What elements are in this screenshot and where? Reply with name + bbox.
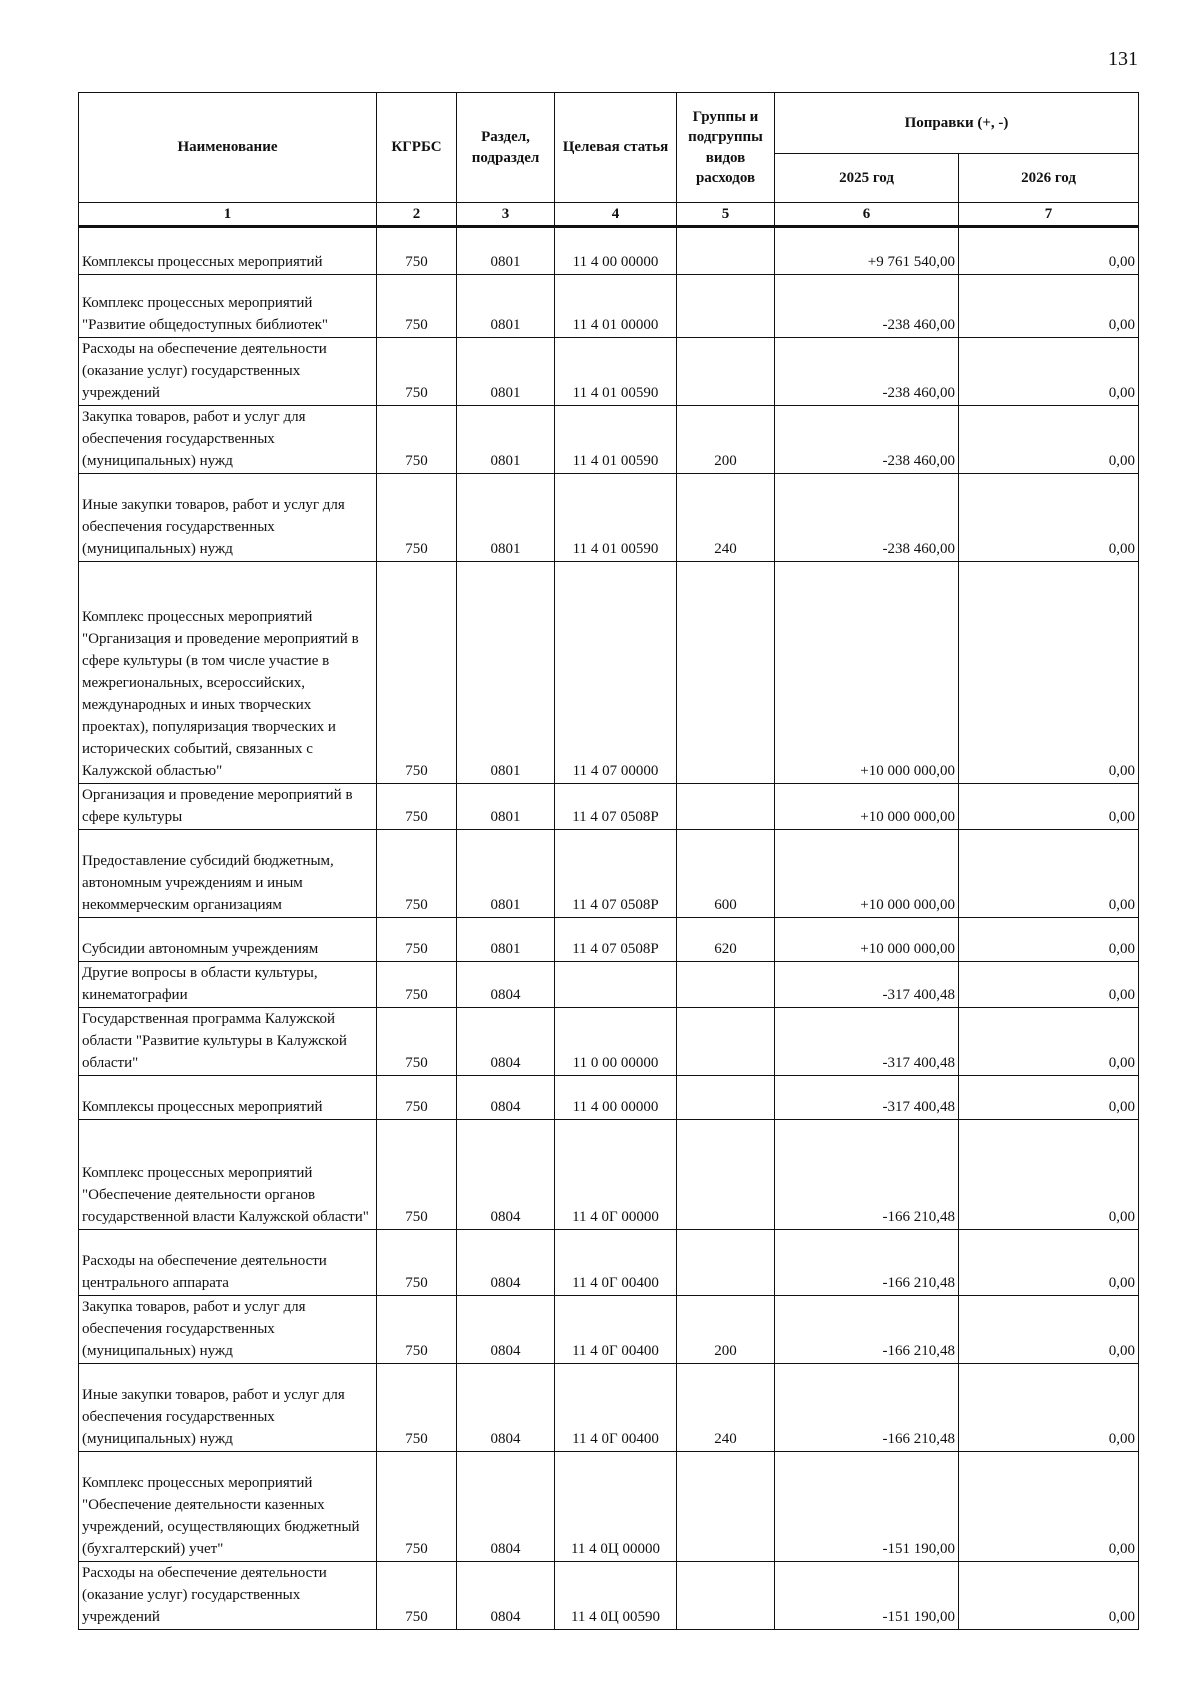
row-amount-2026: 0,00 <box>959 1562 1139 1630</box>
row-target: 11 4 01 00000 <box>555 275 677 338</box>
table-row <box>79 1452 1139 1562</box>
row-target: 11 4 0Г 00400 <box>555 1364 677 1452</box>
row-amount-2025: -166 210,48 <box>775 1120 959 1230</box>
row-kgrbs: 750 <box>377 227 457 275</box>
row-amount-2025: -238 460,00 <box>775 406 959 474</box>
row-name: Закупка товаров, работ и услуг для обеспечения государственных (муниципальных) нужд <box>79 1296 377 1364</box>
row-target: 11 4 07 0508Р <box>555 830 677 918</box>
table-row <box>79 338 1139 406</box>
row-amount-2026: 0,00 <box>959 227 1139 275</box>
row-amount-2026: 0,00 <box>959 962 1139 1008</box>
row-name: Иные закупки товаров, работ и услуг для обеспечения государственных (муниципальных) нужд <box>79 1364 377 1452</box>
row-kgrbs: 750 <box>377 784 457 830</box>
table-row <box>79 562 1139 784</box>
row-target: 11 4 0Ц 00000 <box>555 1452 677 1562</box>
column-number: 6 <box>775 203 959 227</box>
table-row <box>79 406 1139 474</box>
row-section: 0801 <box>457 338 555 406</box>
row-kgrbs: 750 <box>377 1562 457 1630</box>
row-kgrbs: 750 <box>377 1452 457 1562</box>
row-section: 0801 <box>457 784 555 830</box>
row-amount-2025: -317 400,48 <box>775 1008 959 1076</box>
row-amount-2026: 0,00 <box>959 562 1139 784</box>
row-group: 200 <box>677 1296 775 1364</box>
table-row <box>79 1076 1139 1120</box>
table-row <box>79 918 1139 962</box>
row-section: 0801 <box>457 562 555 784</box>
row-amount-2026: 0,00 <box>959 1296 1139 1364</box>
row-amount-2026: 0,00 <box>959 830 1139 918</box>
row-target: 11 4 07 0508Р <box>555 918 677 962</box>
row-group: 240 <box>677 1364 775 1452</box>
header-section: Раздел, подраздел <box>457 93 555 203</box>
row-group: 240 <box>677 474 775 562</box>
column-number: 2 <box>377 203 457 227</box>
row-target: 11 4 07 00000 <box>555 562 677 784</box>
row-kgrbs: 750 <box>377 1120 457 1230</box>
row-amount-2026: 0,00 <box>959 918 1139 962</box>
row-target: 11 4 01 00590 <box>555 474 677 562</box>
table-row <box>79 962 1139 1008</box>
row-kgrbs: 750 <box>377 474 457 562</box>
page-number: 131 <box>1108 48 1138 70</box>
row-group: 600 <box>677 830 775 918</box>
row-name: Комплекс процессных мероприятий "Обеспечение деятельности органов государственной власти Калужской области" <box>79 1120 377 1230</box>
header-kgrbs: КГРБС <box>377 93 457 203</box>
column-number: 7 <box>959 203 1139 227</box>
row-name: Комплексы процессных мероприятий <box>79 1076 377 1120</box>
row-amount-2026: 0,00 <box>959 1008 1139 1076</box>
row-amount-2025: -166 210,48 <box>775 1296 959 1364</box>
column-number: 3 <box>457 203 555 227</box>
row-name: Расходы на обеспечение деятельности (оказание услуг) государственных учреждений <box>79 338 377 406</box>
row-amount-2025: -151 190,00 <box>775 1562 959 1630</box>
row-kgrbs: 750 <box>377 1364 457 1452</box>
row-target <box>555 962 677 1008</box>
row-section: 0801 <box>457 918 555 962</box>
row-target: 11 4 01 00590 <box>555 406 677 474</box>
row-amount-2026: 0,00 <box>959 1364 1139 1452</box>
row-amount-2025: -317 400,48 <box>775 1076 959 1120</box>
row-section: 0801 <box>457 830 555 918</box>
row-target: 11 4 07 0508Р <box>555 784 677 830</box>
row-name: Комплекс процессных мероприятий "Обеспечение деятельности казенных учреждений, осуществляющих бюджетный (бухгалтерский) учет" <box>79 1452 377 1562</box>
row-amount-2026: 0,00 <box>959 1076 1139 1120</box>
row-target: 11 4 0Ц 00590 <box>555 1562 677 1630</box>
row-target: 11 4 01 00590 <box>555 338 677 406</box>
row-target: 11 4 0Г 00000 <box>555 1120 677 1230</box>
table-row <box>79 1008 1139 1076</box>
row-amount-2026: 0,00 <box>959 474 1139 562</box>
row-name: Субсидии автономным учреждениям <box>79 918 377 962</box>
row-group <box>677 1562 775 1630</box>
row-amount-2025: +10 000 000,00 <box>775 784 959 830</box>
row-kgrbs: 750 <box>377 1296 457 1364</box>
row-section: 0804 <box>457 1230 555 1296</box>
header-groups: Группы и подгруппы видов расходов <box>677 93 775 203</box>
row-amount-2026: 0,00 <box>959 275 1139 338</box>
row-amount-2025: +10 000 000,00 <box>775 562 959 784</box>
row-kgrbs: 750 <box>377 830 457 918</box>
table-row <box>79 784 1139 830</box>
row-section: 0804 <box>457 1452 555 1562</box>
table-row <box>79 1296 1139 1364</box>
header-amendments: Поправки (+, -) <box>775 93 1139 154</box>
row-section: 0804 <box>457 1364 555 1452</box>
table-body <box>79 227 1139 1630</box>
row-group <box>677 962 775 1008</box>
table-row <box>79 227 1139 275</box>
header-name: Наименование <box>79 93 377 203</box>
row-amount-2025: +10 000 000,00 <box>775 830 959 918</box>
row-name: Комплексы процессных мероприятий <box>79 227 377 275</box>
row-name: Расходы на обеспечение деятельности (оказание услуг) государственных учреждений <box>79 1562 377 1630</box>
table-row <box>79 474 1139 562</box>
table-row <box>79 1120 1139 1230</box>
table-row <box>79 1364 1139 1452</box>
header-row-top <box>79 93 1139 154</box>
table-row <box>79 1230 1139 1296</box>
row-name: Государственная программа Калужской области "Развитие культуры в Калужской области" <box>79 1008 377 1076</box>
row-group: 620 <box>677 918 775 962</box>
row-amount-2026: 0,00 <box>959 784 1139 830</box>
table-row <box>79 1562 1139 1630</box>
row-amount-2025: -151 190,00 <box>775 1452 959 1562</box>
row-amount-2025: -238 460,00 <box>775 474 959 562</box>
row-name: Иные закупки товаров, работ и услуг для обеспечения государственных (муниципальных) нужд <box>79 474 377 562</box>
row-group: 200 <box>677 406 775 474</box>
column-number: 5 <box>677 203 775 227</box>
row-amount-2026: 0,00 <box>959 338 1139 406</box>
row-name: Предоставление субсидий бюджетным, автономным учреждениям и иным некоммерческим организациям <box>79 830 377 918</box>
budget-amendments-table <box>78 92 1139 1630</box>
column-number: 4 <box>555 203 677 227</box>
row-target: 11 4 0Г 00400 <box>555 1230 677 1296</box>
row-group <box>677 1008 775 1076</box>
row-kgrbs: 750 <box>377 406 457 474</box>
row-group <box>677 227 775 275</box>
row-name: Комплекс процессных мероприятий "Организация и проведение мероприятий в сфере культуры (в том числе участие в межрегиональных, всероссийских, международных и иных творческих проектах), популяризация творческих и исторических событий, связанных с Калужской областью" <box>79 562 377 784</box>
row-name: Закупка товаров, работ и услуг для обеспечения государственных (муниципальных) нужд <box>79 406 377 474</box>
row-group <box>677 1076 775 1120</box>
row-section: 0804 <box>457 1076 555 1120</box>
row-section: 0804 <box>457 1562 555 1630</box>
row-amount-2025: -238 460,00 <box>775 338 959 406</box>
table-row <box>79 275 1139 338</box>
row-target: 11 4 00 00000 <box>555 227 677 275</box>
row-amount-2026: 0,00 <box>959 1230 1139 1296</box>
row-name: Организация и проведение мероприятий в сфере культуры <box>79 784 377 830</box>
row-kgrbs: 750 <box>377 1076 457 1120</box>
row-kgrbs: 750 <box>377 562 457 784</box>
row-name: Расходы на обеспечение деятельности центрального аппарата <box>79 1230 377 1296</box>
row-name: Комплекс процессных мероприятий "Развитие общедоступных библиотек" <box>79 275 377 338</box>
row-group <box>677 338 775 406</box>
row-kgrbs: 750 <box>377 1230 457 1296</box>
row-target: 11 0 00 00000 <box>555 1008 677 1076</box>
row-kgrbs: 750 <box>377 1008 457 1076</box>
row-amount-2026: 0,00 <box>959 406 1139 474</box>
row-section: 0804 <box>457 1120 555 1230</box>
row-amount-2025: -166 210,48 <box>775 1364 959 1452</box>
row-kgrbs: 750 <box>377 918 457 962</box>
row-section: 0801 <box>457 275 555 338</box>
row-amount-2025: +9 761 540,00 <box>775 227 959 275</box>
row-target: 11 4 0Г 00400 <box>555 1296 677 1364</box>
row-amount-2025: -166 210,48 <box>775 1230 959 1296</box>
header-target: Целевая статья <box>555 93 677 203</box>
row-amount-2025: -238 460,00 <box>775 275 959 338</box>
row-section: 0804 <box>457 1296 555 1364</box>
row-group <box>677 784 775 830</box>
row-name: Другие вопросы в области культуры, кинематографии <box>79 962 377 1008</box>
row-group <box>677 1120 775 1230</box>
header-year-2025: 2025 год <box>775 154 959 203</box>
table-row <box>79 830 1139 918</box>
row-amount-2026: 0,00 <box>959 1120 1139 1230</box>
column-number: 1 <box>79 203 377 227</box>
row-kgrbs: 750 <box>377 275 457 338</box>
row-amount-2026: 0,00 <box>959 1452 1139 1562</box>
column-numbers-row <box>79 203 1139 227</box>
row-target: 11 4 00 00000 <box>555 1076 677 1120</box>
row-group <box>677 562 775 784</box>
row-section: 0804 <box>457 1008 555 1076</box>
row-amount-2025: -317 400,48 <box>775 962 959 1008</box>
row-kgrbs: 750 <box>377 962 457 1008</box>
row-amount-2025: +10 000 000,00 <box>775 918 959 962</box>
row-group <box>677 1230 775 1296</box>
row-section: 0801 <box>457 227 555 275</box>
row-section: 0804 <box>457 962 555 1008</box>
row-section: 0801 <box>457 474 555 562</box>
header-year-2026: 2026 год <box>959 154 1139 203</box>
row-section: 0801 <box>457 406 555 474</box>
row-kgrbs: 750 <box>377 338 457 406</box>
row-group <box>677 275 775 338</box>
row-group <box>677 1452 775 1562</box>
